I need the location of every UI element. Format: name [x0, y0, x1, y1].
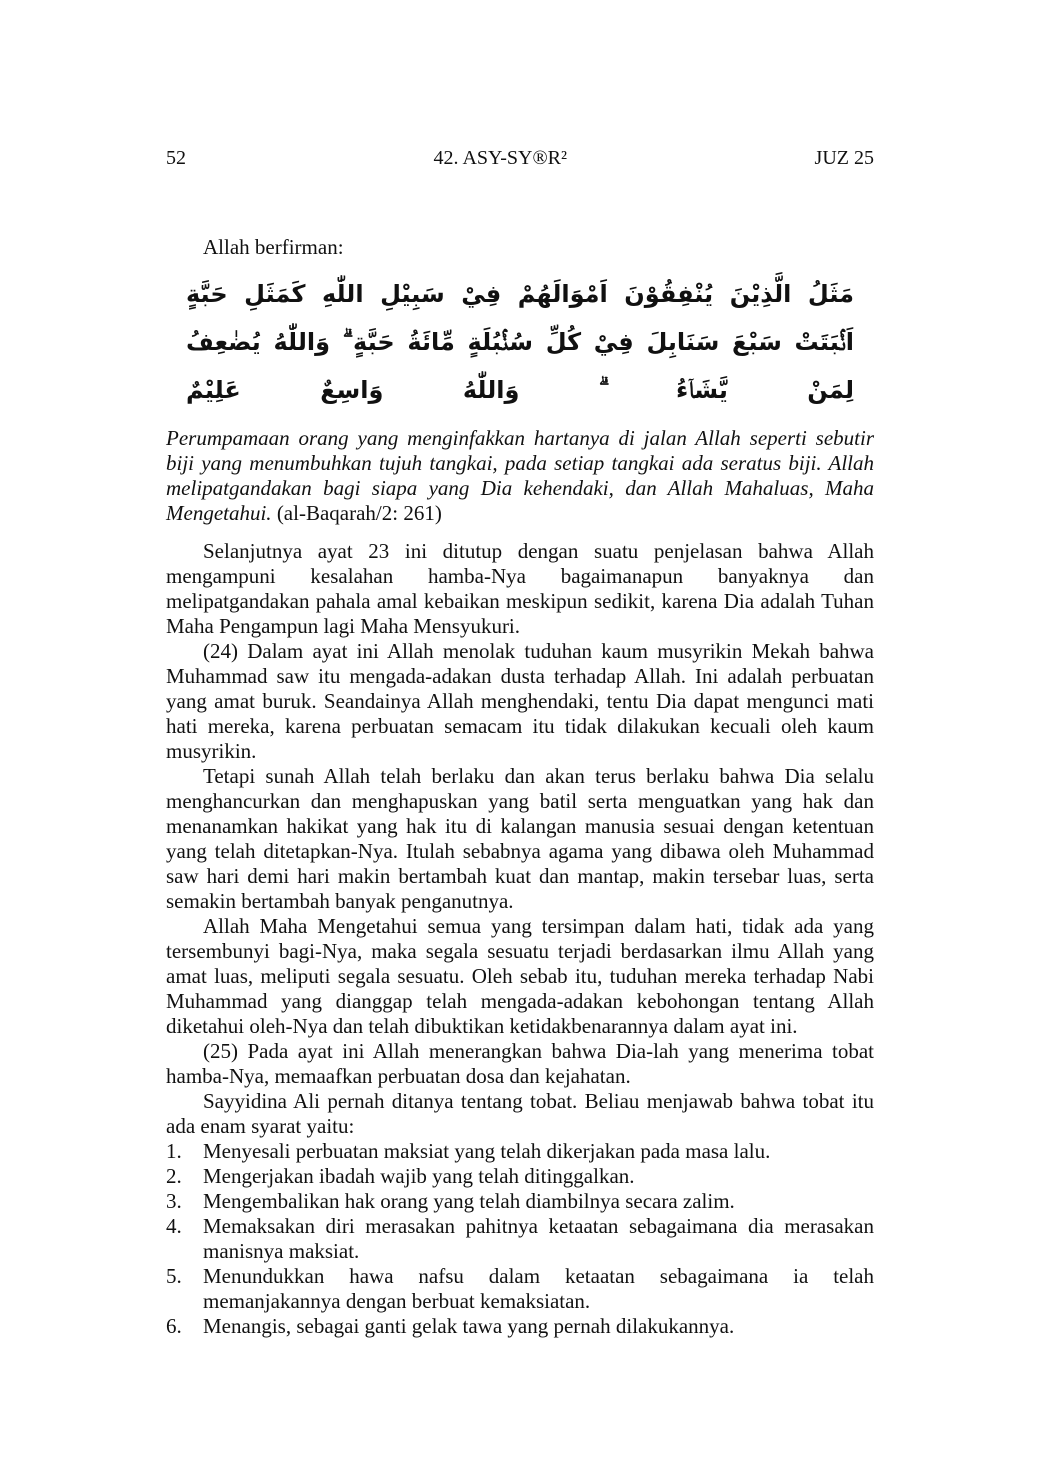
- body-text: [166, 426, 874, 1339]
- list-item: [166, 1314, 874, 1339]
- paragraph: Sayyidina Ali pernah ditanya tentang tobat. Beliau menjawab bahwa tobat itu ada enam syarat yaitu:: [166, 1089, 874, 1138]
- list-item: [166, 1214, 874, 1264]
- arabic-verse: مَثَلُ الَّذِيْنَ يُنْفِقُوْنَ اَمْوَالَهُمْ فِيْ سَبِيْلِ اللّٰهِ كَمَثَلِ حَبَّةٍ اَنْۢبَتَتْ سَبْعَ سَنَابِلَ فِيْ كُلِّ سُنْۢبُلَةٍ مِّائَةُ حَبَّةٍ ۗ وَاللّٰهُ يُضٰعِفُ لِمَنْ يَّشَاۤءُ ۗ وَاللّٰهُ وَاسِعٌ عَلِيْمٌ: [186, 280, 854, 404]
- list-number: 4.: [166, 1214, 182, 1238]
- list-text: Menangis, sebagai ganti gelak tawa yang pernah dilakukannya.: [203, 1314, 735, 1338]
- page-column: [166, 144, 874, 1339]
- list-item: [166, 1189, 874, 1214]
- paragraph: Allah Maha Mengetahui semua yang tersimpan dalam hati, tidak ada yang tersembunyi bagi-Nya, maka segala sesuatu terjadi berdasarkan ilmu Allah yang amat luas, meliputi segala sesuatu. Oleh sebab itu, tuduhan mereka terhadap Nabi Muhammad yang dianggap telah mengada-adakan kebohongan tentang Allah diketahui oleh-Nya dan telah dibuktikan ketidakbenarannya dalam ayat ini.: [166, 914, 874, 1038]
- juz-label: JUZ 25: [814, 147, 874, 169]
- list-text: Mengembalikan hak orang yang telah diambilnya secara zalim.: [203, 1189, 735, 1213]
- translation-text: Perumpamaan orang yang menginfakkan hartanya di jalan Allah seperti sebutir biji yang menumbuhkan tujuh tangkai, pada setiap tangkai ada seratus biji. Allah melipatgandakan bagi siapa yang Dia kehendaki, dan Allah Mahaluas, Maha Mengetahui.: [166, 426, 874, 525]
- list-text: Memaksakan diri merasakan pahitnya ketaatan sebagaimana dia merasakan manisnya maksiat.: [203, 1214, 874, 1263]
- list-number: 3.: [166, 1189, 182, 1213]
- paragraph: (25) Pada ayat ini Allah menerangkan bahwa Dia-lah yang menerima tobat hamba-Nya, memaafkan perbuatan dosa dan kejahatan.: [166, 1039, 874, 1088]
- list-number: 1.: [166, 1139, 182, 1163]
- list-number: 6.: [166, 1314, 182, 1338]
- list-item: [166, 1164, 874, 1189]
- verse-translation: [166, 426, 874, 526]
- list-item: [166, 1139, 874, 1164]
- list-text: Menyesali perbuatan maksiat yang telah dikerjakan pada masa lalu.: [203, 1139, 771, 1163]
- verse-reference: (al-Baqarah/2: 261): [271, 501, 442, 525]
- list-number: 5.: [166, 1264, 182, 1288]
- list-item: [166, 1264, 874, 1314]
- page-number: 52: [166, 147, 186, 169]
- paragraph: Tetapi sunah Allah telah berlaku dan akan terus berlaku bahwa Dia selalu menghancurkan dan menghapuskan yang batil serta menguatkan yang hak dan menanamkan hakikat yang hak itu di kalangan manusia sesuai dengan ketentuan yang telah ditetapkan-Nya. Itulah sebabnya agama yang dibawa oleh Muhammad saw hari demi hari makin bertambah kuat dan mantap, makin tersebar luas, serta semakin bertambah banyak penganutnya.: [166, 764, 874, 913]
- repentance-conditions-list: [166, 1139, 874, 1339]
- intro-text: Allah berfirman:: [203, 235, 344, 259]
- surah-title: 42. ASY-SY®R²: [433, 147, 567, 169]
- list-number: 2.: [166, 1164, 182, 1188]
- paragraph: Selanjutnya ayat 23 ini ditutup dengan suatu penjelasan bahwa Allah mengampuni kesalahan hamba-Nya bagaimanapun banyaknya dan melipatgandakan pahala amal kebaikan meskipun sedikit, karena Dia adalah Tuhan Maha Pengampun lagi Maha Mensyukuri.: [166, 539, 874, 638]
- list-text: Mengerjakan ibadah wajib yang telah ditinggalkan.: [203, 1164, 635, 1188]
- paragraph: (24) Dalam ayat ini Allah menolak tuduhan kaum musyrikin Mekah bahwa Muhammad saw itu mengada-adakan dusta terhadap Allah. Ini adalah perbuatan yang amat buruk. Seandainya Allah menghendaki, tentu Dia dapat mengunci mati hati mereka, karena perbuatan semacam itu tidak dilakukan kecuali oleh kaum musyrikin.: [166, 639, 874, 763]
- list-text: Menundukkan hawa nafsu dalam ketaatan sebagaimana ia telah memanjakannya dengan berbuat kemaksiatan.: [203, 1264, 874, 1313]
- page-header: [166, 144, 874, 172]
